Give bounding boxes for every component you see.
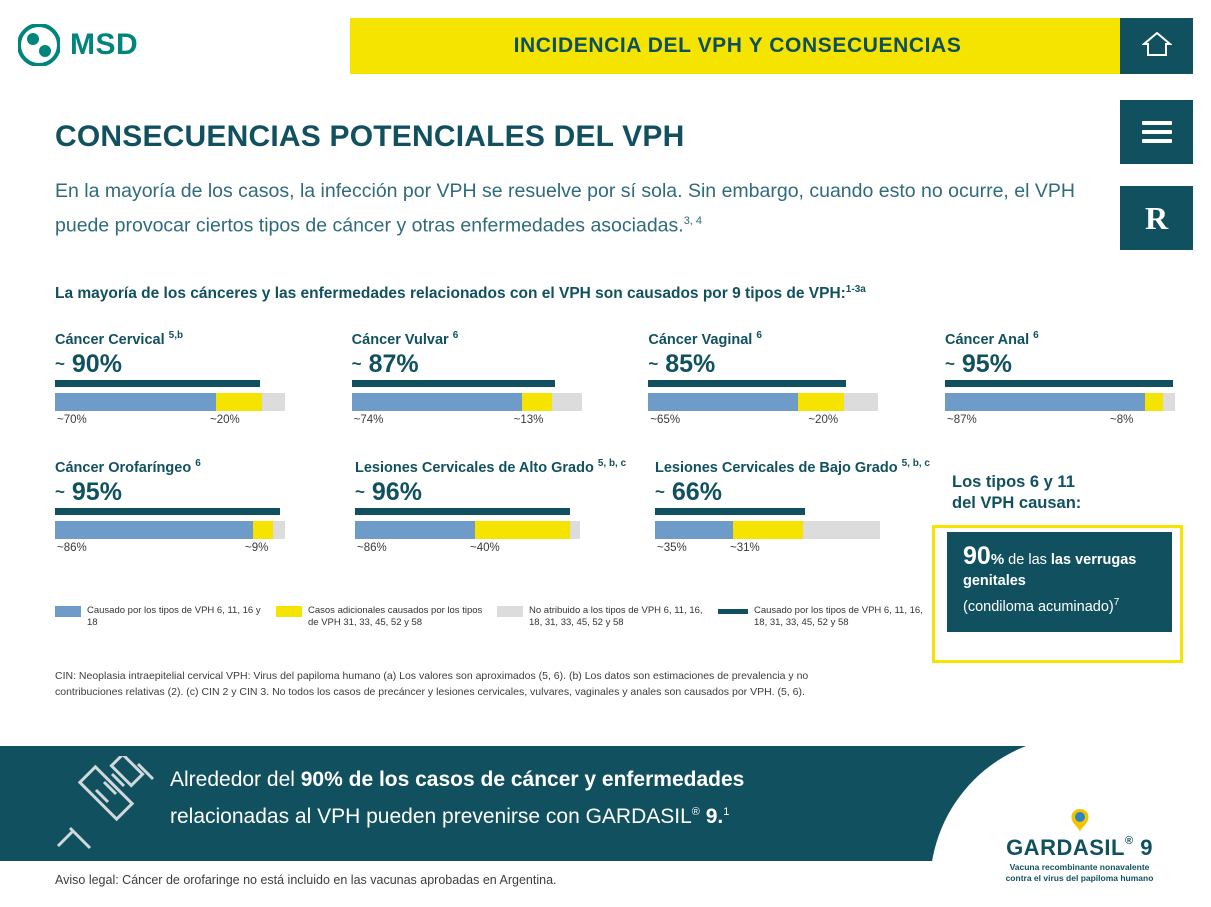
gardasil-mark-icon <box>1069 808 1091 834</box>
msd-wordmark: MSD <box>70 28 139 61</box>
chart-lesiones-bajo-grado <box>655 458 955 560</box>
chart-stacked-bar <box>648 393 878 411</box>
legend-swatch-blue-icon <box>55 606 81 617</box>
legend-label: Casos adicionales causados por los tipos de VPH 31, 33, 45, 52 y 58 <box>308 605 483 628</box>
legal-notice: Aviso legal: Cáncer de orofaringe no está incluido en las vacunas aprobadas en Argentina. <box>55 873 557 887</box>
callout-value: 90 <box>963 542 991 570</box>
chart-total <box>648 350 945 378</box>
chart-yellow-value: ~9% <box>245 541 269 554</box>
chart-total-value: 96% <box>371 477 422 506</box>
chart-segment-grey <box>803 521 880 539</box>
callout-value-unit: % <box>990 551 1005 568</box>
chart-segment-grey <box>273 521 285 539</box>
chart-label-text: Cáncer Vulvar <box>351 331 449 348</box>
chart-yellow-value: ~31% <box>730 541 760 554</box>
chart-teal-total-bar <box>352 380 555 387</box>
hamburger-icon <box>1142 116 1172 148</box>
legend-item <box>55 605 262 629</box>
chart-cancer-cervical <box>55 330 352 432</box>
msd-logo <box>18 24 138 66</box>
chart-blue-value: ~35% <box>657 541 687 554</box>
chart-segment-blue <box>55 393 216 411</box>
chart-segment-yellow <box>253 521 273 539</box>
chart-blue-value: ~87% <box>947 413 977 426</box>
banner-line2-superscript: 1 <box>723 806 730 818</box>
chart-total <box>355 478 655 506</box>
chart-total-tilde: ~ <box>945 353 955 373</box>
chart-label-text: Cáncer Cervical <box>55 331 165 348</box>
gardasil-subtitle <box>972 862 1187 884</box>
intro-text: En la mayoría de los casos, la infección por VPH se resuelve por sí sola. Sin embargo, cuando esto no ocurre, el VPH puede provocar ciertos tipos de cáncer y otras enfermedades asociadas. <box>55 180 1075 237</box>
chart-segment-yellow <box>475 521 570 539</box>
chart-segment-grey <box>262 393 285 411</box>
chart-total-value: 90% <box>71 349 122 378</box>
gardasil-wordmark <box>972 835 1187 861</box>
chart-total <box>352 350 649 378</box>
charts-subheading-superscript: 1-3a <box>845 284 866 295</box>
chart-label-superscript: 6 <box>756 330 762 341</box>
chart-segment-blue <box>648 393 798 411</box>
chart-teal-total-bar <box>655 508 805 515</box>
chart-blue-value: ~70% <box>57 413 87 426</box>
chart-total-value: 87% <box>368 349 419 378</box>
chart-label <box>655 458 955 476</box>
chart-total-tilde: ~ <box>351 353 362 373</box>
gardasil-registered: ® <box>1124 835 1134 847</box>
chart-segment-grey <box>570 521 580 539</box>
callout-box <box>947 532 1172 632</box>
legend-swatch-grey-icon <box>497 606 523 617</box>
legend-item <box>497 605 704 629</box>
chart-value-labels <box>945 414 1175 432</box>
home-button[interactable] <box>1120 18 1193 74</box>
chart-total-tilde: ~ <box>648 353 659 373</box>
gardasil-number: 9 <box>1140 835 1153 860</box>
legend-item <box>718 605 929 629</box>
chart-label <box>55 458 355 476</box>
chart-label <box>352 330 649 348</box>
chart-label-text: Lesiones Cervicales de Alto Grado <box>355 459 594 476</box>
chart-blue-value: ~74% <box>353 413 384 426</box>
chart-total-tilde: ~ <box>55 353 65 373</box>
chart-teal-total-bar <box>945 380 1173 387</box>
gardasil-name: GARDASIL <box>1006 835 1125 860</box>
chart-blue-value: ~86% <box>357 541 387 554</box>
chart-blue-value: ~86% <box>57 541 87 554</box>
chart-teal-total-bar <box>55 508 280 515</box>
chart-label <box>55 330 352 348</box>
chart-value-labels <box>648 414 945 432</box>
chart-teal-total-bar <box>355 508 570 515</box>
charts-subheading <box>55 284 866 303</box>
chart-stacked-bar <box>355 521 585 539</box>
chart-stacked-bar <box>55 393 285 411</box>
intro-paragraph <box>55 176 1075 241</box>
chart-label <box>648 330 945 348</box>
chart-segment-grey <box>844 393 878 411</box>
callout-text-c: (condiloma acuminado) <box>963 598 1114 615</box>
chart-label-superscript: 5, b, c <box>901 457 930 469</box>
chart-total <box>945 350 1175 378</box>
chart-yellow-value: ~40% <box>470 541 500 554</box>
chart-label-superscript: 5,b <box>168 330 184 341</box>
chart-segment-blue <box>355 521 475 539</box>
syringe-icon <box>50 756 160 861</box>
gardasil-subtitle-line2: contra el virus del papiloma humano <box>1005 873 1154 883</box>
chart-value-labels <box>655 542 955 560</box>
chart-segment-grey <box>1163 393 1175 411</box>
menu-button[interactable] <box>1120 100 1193 164</box>
chart-blue-value: ~65% <box>650 413 681 426</box>
banner-line1-bold: 90% de los casos de cáncer y enfermedades <box>300 768 745 791</box>
chart-yellow-value: ~13% <box>513 413 544 426</box>
chart-stacked-bar <box>655 521 885 539</box>
callout-title-line1: Los tipos 6 y 11 <box>952 473 1075 491</box>
chart-label-superscript: 5, b, c <box>597 457 627 469</box>
chart-cancer-anal <box>945 330 1175 432</box>
gardasil-subtitle-line1: Vacuna recombinante nonavalente <box>1009 862 1150 872</box>
chart-label-text: Cáncer Anal <box>945 331 1030 348</box>
chart-value-labels <box>355 542 655 560</box>
chart-total-value: 85% <box>665 349 716 378</box>
gardasil-logo <box>972 808 1187 884</box>
chart-segment-blue <box>945 393 1145 411</box>
chart-value-labels <box>55 542 355 560</box>
chart-total-tilde: ~ <box>655 481 665 501</box>
section-title: INCIDENCIA DEL VPH Y CONSECUENCIAS <box>513 34 962 57</box>
chart-total <box>655 478 955 506</box>
chart-label <box>945 330 1175 348</box>
chart-stacked-bar <box>55 521 285 539</box>
banner-line1-prefix: Alrededor del <box>170 768 301 791</box>
chart-segment-yellow <box>1145 393 1163 411</box>
msd-logo-mark <box>18 24 60 66</box>
banner-line2-bold: 9. <box>699 805 724 828</box>
callout-text-a: de las <box>1004 552 1051 568</box>
chart-label-superscript: 6 <box>195 457 201 469</box>
charts-subheading-text: La mayoría de los cánceres y las enfermedades relacionados con el VPH son causados por 9 tipos de VPH: <box>55 285 846 303</box>
chart-cancer-vulvar <box>352 330 649 432</box>
section-title-bar <box>350 18 1125 74</box>
chart-stacked-bar <box>352 393 582 411</box>
chart-total-value: 95% <box>71 477 122 506</box>
chart-segment-yellow <box>798 393 844 411</box>
chart-legend <box>55 605 955 629</box>
chart-yellow-value: ~8% <box>1110 413 1134 426</box>
chart-total-tilde: ~ <box>55 481 65 501</box>
footnotes: CIN: Neoplasia intraepitelial cervical VPH: Virus del papiloma humano (a) Los valores son aproximados (5, 6). (b) Los datos son estimaciones de prevalencia y no contribuciones relativas (2). (c) CIN 2 y CIN 3. No todos los casos de precáncer y lesiones cervicales, vulvares, vaginales y anales son causados por VPH. (5, 6). <box>55 670 809 698</box>
chart-label-superscript: 6 <box>1033 330 1039 341</box>
callout-superscript: 7 <box>1113 597 1120 608</box>
chart-value-labels <box>352 414 649 432</box>
chart-teal-total-bar <box>55 380 260 387</box>
callout-title-line2: del VPH causan: <box>952 494 1082 512</box>
banner-text <box>170 764 744 833</box>
chart-segment-yellow <box>522 393 552 411</box>
references-button[interactable] <box>1120 186 1193 250</box>
chart-yellow-value: ~20% <box>210 413 240 426</box>
callout-text-highlight: las verrugas genitales <box>963 552 1137 589</box>
chart-total-value: 66% <box>671 477 722 506</box>
chart-cancer-orofaringeo <box>55 458 355 560</box>
charts-row-1 <box>55 330 1175 432</box>
chart-cancer-vaginal <box>648 330 945 432</box>
chart-label-text: Lesiones Cervicales de Bajo Grado <box>655 459 898 476</box>
chart-label-text: Cáncer Vaginal <box>648 331 753 348</box>
chart-segment-yellow <box>216 393 262 411</box>
chart-lesiones-alto-grado <box>355 458 655 560</box>
chart-value-labels <box>55 414 352 432</box>
banner-registered-mark: ® <box>691 806 700 818</box>
legend-swatch-yellow-icon <box>276 606 302 617</box>
chart-teal-total-bar <box>648 380 846 387</box>
legend-label: Causado por los tipos de VPH 6, 11, 16, 18, 31, 33, 45, 52 y 58 <box>754 605 923 628</box>
chart-yellow-value: ~20% <box>808 413 839 426</box>
chart-total <box>55 478 355 506</box>
chart-segment-grey <box>552 393 582 411</box>
chart-total-value: 95% <box>961 349 1012 378</box>
legend-swatch-teal-icon <box>718 609 748 614</box>
chart-total <box>55 350 352 378</box>
chart-stacked-bar <box>945 393 1175 411</box>
chart-total-tilde: ~ <box>355 481 365 501</box>
references-label: R <box>1144 199 1169 236</box>
page-title: CONSECUENCIAS POTENCIALES DEL VPH <box>55 120 685 153</box>
chart-segment-blue <box>55 521 253 539</box>
chart-label-superscript: 6 <box>452 330 459 341</box>
home-icon <box>1142 30 1172 63</box>
intro-superscript: 3, 4 <box>683 215 703 227</box>
callout-title <box>952 472 1081 514</box>
chart-label <box>355 458 655 476</box>
chart-label-text: Cáncer Orofaríngeo <box>55 459 192 476</box>
chart-segment-yellow <box>733 521 803 539</box>
banner-line2-prefix: relacionadas al VPH pueden prevenirse con GARDASIL <box>170 805 692 828</box>
legend-label: Causado por los tipos de VPH 6, 11, 16 y 18 <box>87 605 261 628</box>
legend-label: No atribuido a los tipos de VPH 6, 11, 16, 18, 31, 33, 45, 52 y 58 <box>529 605 703 628</box>
legend-item <box>276 605 483 629</box>
chart-segment-blue <box>352 393 522 411</box>
chart-segment-blue <box>655 521 733 539</box>
